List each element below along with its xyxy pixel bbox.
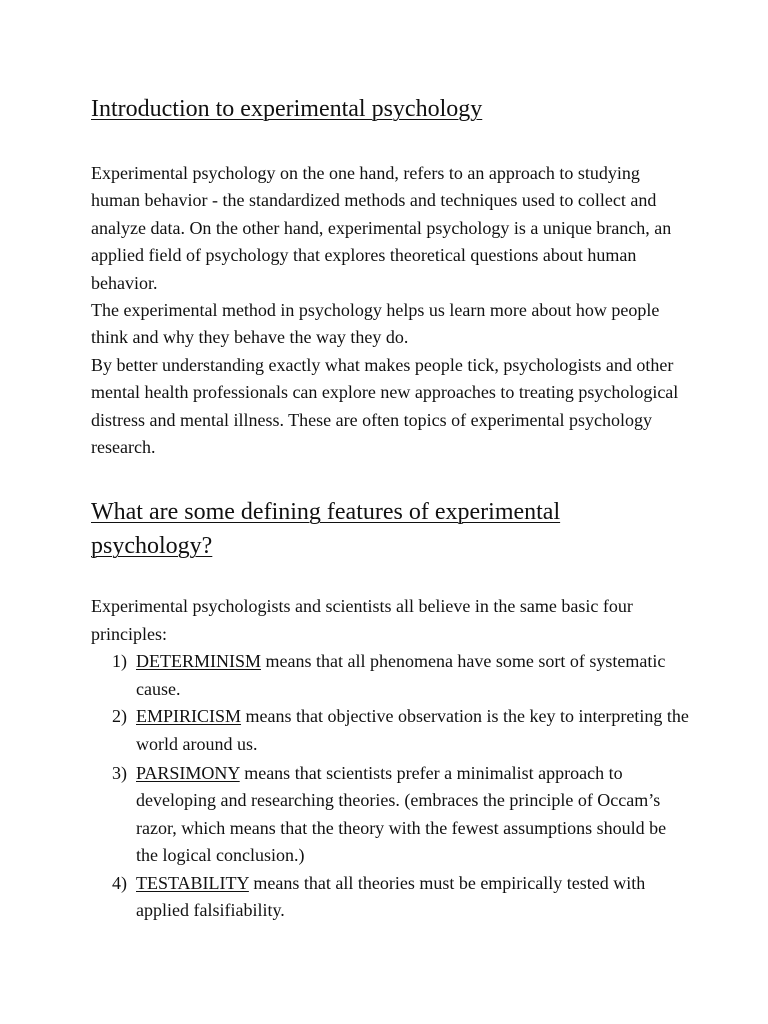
intro-paragraph-3: By better understanding exactly what makes people tick, psychologists and other mental health professionals can explore new approaches to treating psychological distress and mental illness. These are often topics of experimental psychology research.	[91, 354, 679, 458]
list-item-empiricism	[91, 703, 691, 758]
definition-determinism: means that all phenomena have some sort of systematic cause.	[136, 651, 666, 699]
list-number: 1)	[112, 651, 127, 672]
list-number: 3)	[112, 762, 127, 783]
features-heading: What are some defining features of experimental psychology?	[91, 499, 561, 560]
intro-section	[91, 160, 691, 461]
document-title: Introduction to experimental psychology	[91, 96, 483, 122]
intro-paragraph-1: Experimental psychology on the one hand, refers to an approach to studying human behavior - the standardized methods and techniques used to collect and analyze data. On the other hand, experimental psychology is a unique branch, an applied field of psychology that explores theoretical questions about human behavior.	[91, 163, 672, 293]
list-item-testability	[91, 870, 691, 925]
document-page	[91, 92, 691, 924]
definition-empiricism: means that objective observation is the key to interpreting the world around us.	[136, 706, 689, 754]
term-parsimony: PARSIMONY	[136, 762, 240, 783]
definition-parsimony: means that scientists prefer a minimalist approach to developing and researching theories. (embraces the principle of Occam’s razor, which means that the theory with the fewest assumptions should be the logical conclusion.)	[136, 762, 667, 866]
list-item-parsimony	[91, 760, 691, 870]
definition-testability: means that all theories must be empirically tested with applied falsifiability.	[136, 872, 646, 920]
principles-list	[91, 648, 691, 924]
list-number: 4)	[112, 872, 127, 893]
features-intro-paragraph: Experimental psychologists and scientists all believe in the same basic four principles:	[91, 596, 633, 644]
term-empiricism: EMPIRICISM	[136, 706, 242, 727]
term-determinism: DETERMINISM	[136, 651, 261, 672]
intro-paragraph-2: The experimental method in psychology helps us learn more about how people think and why they behave the way they do.	[91, 300, 660, 348]
term-testability: TESTABILITY	[136, 872, 249, 893]
list-number: 2)	[112, 706, 127, 727]
list-item-determinism	[91, 648, 691, 703]
